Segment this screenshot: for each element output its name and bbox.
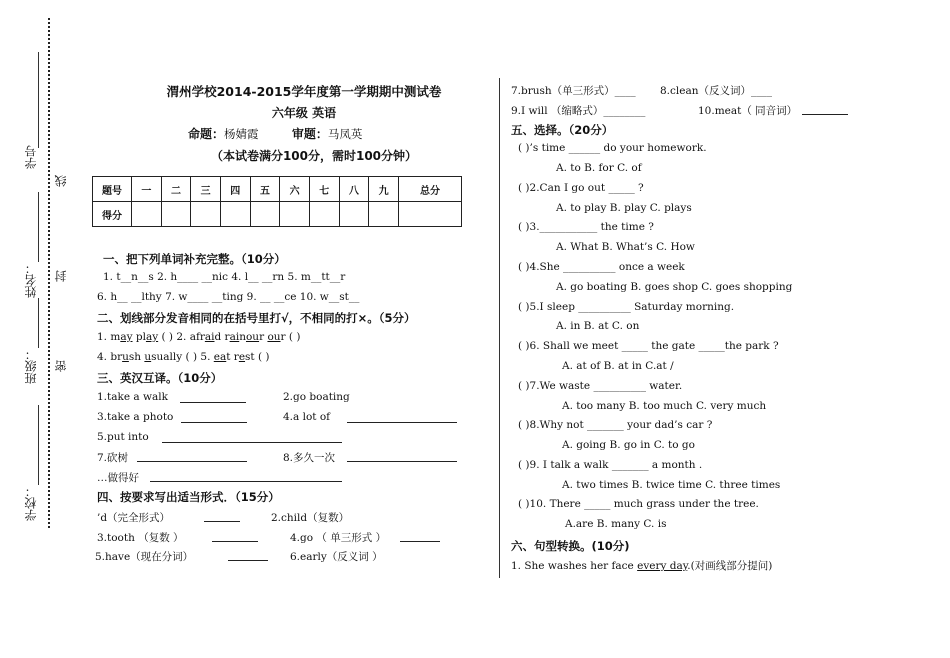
mc-q1-stem: ( )’s time ______ do your homework. [518,142,707,154]
s3-item3: 3.take a photo [97,411,174,423]
s3-item1: 1.take a walk [97,391,168,403]
score-cell[interactable] [161,202,191,227]
s3-answer5[interactable] [162,442,342,443]
exam-subtitle: 六年级 英语 [271,106,337,120]
binding-student-no-field[interactable] [38,52,39,148]
score-header-cell: 三 [191,177,221,202]
s4-item4: 4.go （ 单三形式 ） [290,532,387,544]
mc-q6-options: A. at of B. at in C.at / [562,360,674,372]
right-answer10[interactable] [802,114,848,115]
score-cell[interactable] [250,202,280,227]
column-divider [499,78,500,578]
section2-heading: 二、划线部分发音相同的在括号里打√，不相同的打×。（5分） [97,311,416,325]
right-item7: 7.brush（单三形式）____ [511,85,636,97]
exam-title: 渭州学校2014-2015学年度第一学期期中测试卷 [166,84,442,99]
mc-q2-options: A. to play B. play C. plays [556,202,692,214]
s4-item6: 6.early（反义词 ） [290,551,383,563]
s3-item4: 4.a lot of [283,411,331,423]
binding-dotted-line [48,18,50,528]
mc-q1-options: A. to B. for C. of [556,162,642,174]
score-header-cell: 九 [369,177,399,202]
mc-q5-stem: ( )5.I sleep __________ Saturday morning. [518,301,735,313]
mc-q9-options: A. two times B. twice time C. three times [562,479,781,491]
section1-line1: 1. t__n__s 2. h____ __nic 4. l__ __rn 5. m__tt__r [103,271,346,283]
s4-answer5[interactable] [228,560,268,561]
mc-q10-options: A.are B. many C. is [565,518,667,530]
section4-heading: 四、按要求写出适当形式．（15分） [97,490,280,504]
mc-q3-stem: ( )3.___________ the time ? [518,221,654,233]
binding-seal-char: 封 [54,270,68,282]
section2-line1: 1. may play ( ) 2. afraid rainour our ( ) [97,331,301,343]
score-cell[interactable] [339,202,369,227]
section6-heading: 六、句型转换。(10分) [511,539,630,553]
section3-heading: 三、英汉互译。（10分） [97,371,223,385]
mc-q9-stem: ( )9. I talk a walk _______ a month . [518,459,703,471]
s3-item5: 5.put into [97,431,149,443]
right-item8: 8.clean（反义词）____ [660,85,772,97]
s6-q1: 1. She washes her face every day.(对画线部分提问) [511,560,773,572]
s3-answer8[interactable] [347,461,457,462]
score-header-cell: 七 [309,177,339,202]
exam-authors [188,125,362,142]
mc-q4-options: A. go boating B. goes shop C. goes shopping [556,281,793,293]
score-header-cell: 题号 [93,177,132,202]
binding-class-label: 班级： [24,348,38,384]
s3-item2: 2.go boating [283,391,350,403]
score-header-cell: 八 [339,177,369,202]
binding-line-char: 线 [54,175,68,187]
exam-note: （本试卷满分100分，需时100分钟） [210,149,418,163]
s3-answer1[interactable] [180,402,246,403]
binding-seal2-char: 密 [54,360,68,372]
binding-school-field[interactable] [38,405,39,485]
score-table [92,176,462,227]
mc-q7-stem: ( )7.We waste __________ water. [518,380,683,392]
section5-heading: 五、选择。（20分） [511,123,614,137]
binding-student-no-label: 学号 [24,145,38,169]
score-table-header-row [93,177,462,202]
score-cell[interactable] [309,202,339,227]
mc-q2-stem: ( )2.Can I go out _____ ? [518,182,644,194]
s3-answer4[interactable] [347,422,457,423]
score-cell[interactable] [191,202,221,227]
s3-item8: 8.多久一次 [283,452,336,464]
binding-name-field[interactable] [38,192,39,262]
score-cell[interactable] [399,202,462,227]
score-cell[interactable] [280,202,310,227]
s3-answer9[interactable] [150,481,342,482]
s4-answer3[interactable] [212,541,258,542]
mc-q4-stem: ( )4.She __________ once a week [518,261,685,273]
score-header-cell: 四 [220,177,250,202]
s3-answer7[interactable] [137,461,247,462]
section1-line2: 6. h__ __lthy 7. w____ __ting 9. __ __ce 10. w__st__ [97,291,360,303]
score-header-cell: 六 [280,177,310,202]
right-item9: 9.I will （缩略式）________ [511,105,646,117]
score-row-label: 得分 [93,202,132,227]
mc-q7-options: A. too many B. too much C. very much [562,400,767,412]
score-header-cell: 总分 [399,177,462,202]
score-cell[interactable] [132,202,162,227]
score-cell[interactable] [369,202,399,227]
mc-q6-stem: ( )6. Shall we meet _____ the gate _____the park ? [518,340,779,352]
s3-item7: 7.砍树 [97,452,129,464]
s4-item1: ’d（完全形式） [97,512,171,524]
mc-q8-options: A. going B. go in C. to go [562,439,695,451]
section1-heading: 一、把下列单词补充完整。（10分） [103,252,286,266]
s3-item9: …做得好 [97,472,139,484]
score-header-cell: 一 [132,177,162,202]
right-item10: 10.meat（ 同音词） [698,105,798,117]
s3-answer3[interactable] [181,422,247,423]
score-header-cell: 二 [161,177,191,202]
s4-item3: 3.tooth （复数 ） [97,532,184,544]
mc-q10-stem: ( )10. There _____ much grass under the tree. [518,498,759,510]
binding-class-field[interactable] [38,298,39,348]
s4-answer1[interactable] [204,521,240,522]
section2-line2: 4. brush usually ( ) 5. eat rest ( ) [97,351,270,363]
binding-name-label: 姓名： [24,262,38,298]
score-table-score-row [93,202,462,227]
s4-item2: 2.child（复数） [271,512,350,524]
mc-q3-options: A. What B. What’s C. How [556,241,695,253]
author-name: 杨婧霞 [224,127,259,141]
mc-q8-stem: ( )8.Why not _______ your dad’s car ? [518,419,713,431]
binding-school-label: 学校： [24,485,38,521]
reviewer-label: 审题： [291,127,328,141]
reviewer-name: 马凤英 [327,127,363,141]
score-cell[interactable] [220,202,250,227]
s4-item5: 5.have（现在分词） [95,551,194,563]
score-header-cell: 五 [250,177,280,202]
mc-q5-options: A. in B. at C. on [556,320,640,332]
author-label: 命题： [188,127,225,141]
s4-answer4[interactable] [400,541,440,542]
